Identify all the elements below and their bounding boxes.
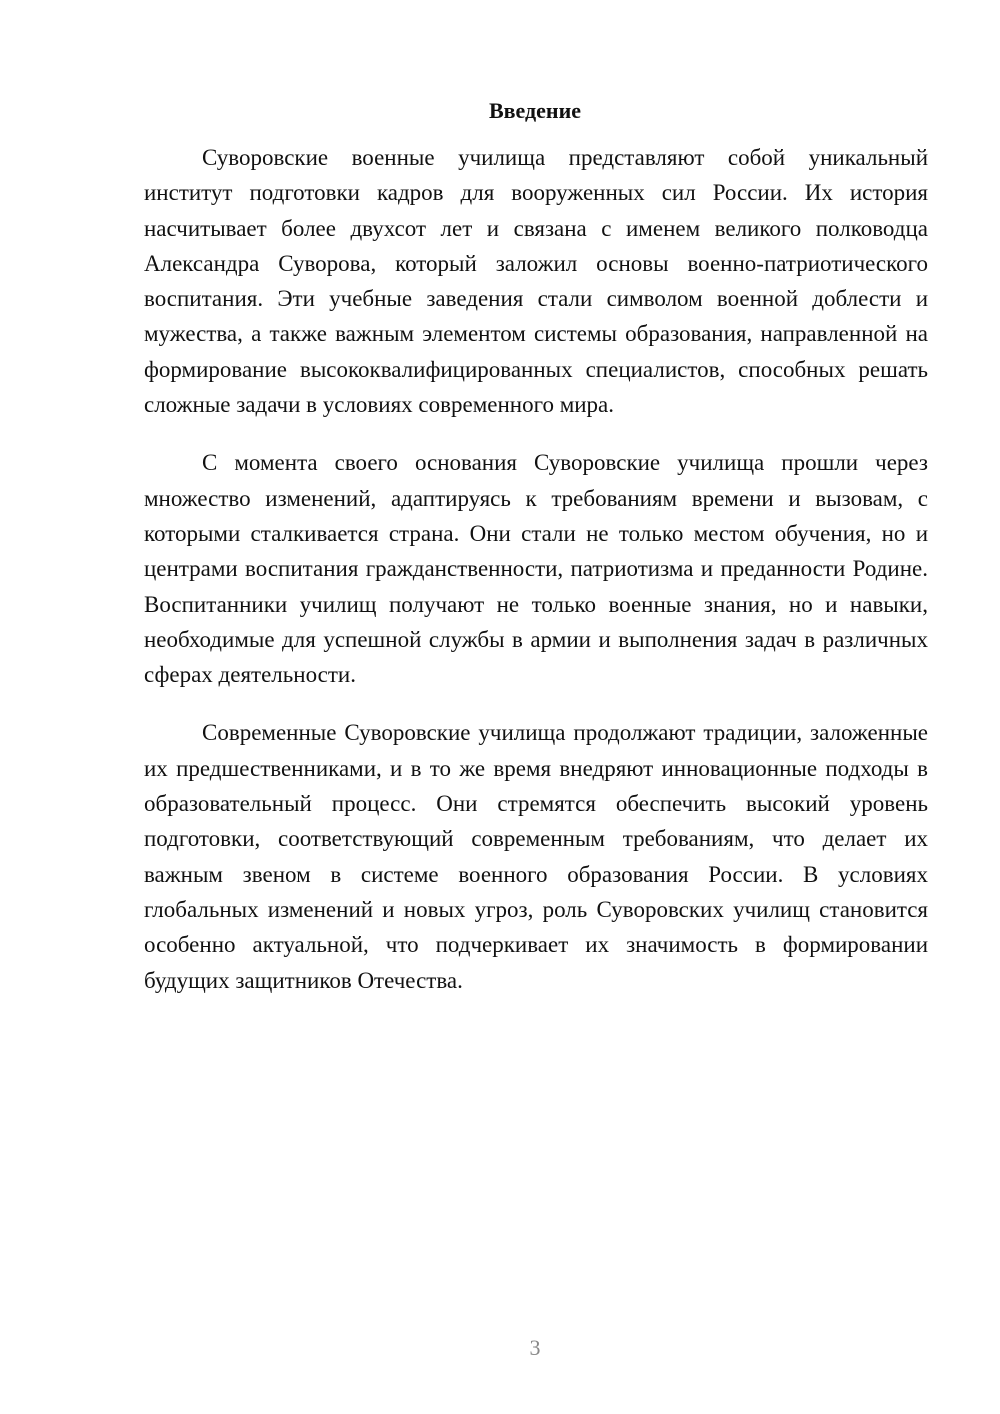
paragraph-3: Современные Суворовские училища продолжают традиции, заложенные их предшественниками, и в то же время внедряют инновационные подходы в образовательный процесс. Они стремятся обеспечить высокий уровень подготовки, соответствующий современным требованиям, что делает их важным звеном в системе военного образования России. В условиях глобальных изменений и новых угроз, роль Суворовских училищ становится особенно актуальной, что подчеркивает их значимость в формировании будущих защитников Отечества. (144, 720, 928, 993)
body-text (144, 140, 928, 1021)
page-number: 3 (529, 1335, 541, 1360)
paragraph-2: С момента своего основания Суворовские училища прошли через множество изменений, адаптируясь к требованиям времени и вызовам, с которыми сталкивается страна. Они стали не только местом обучения, но и центрами воспитания гражданственности, патриотизма и преданности Родине. Воспитанники училищ получают не только военные знания, но и навыки, необходимые для успешной службы в армии и выполнения задач в различных сферах деятельности. (144, 450, 928, 688)
section-title: Введение (488, 98, 582, 123)
paragraph-1: Суворовские военные училища представляют собой уникальный институт подготовки кадров для вооруженных сил России. Их история насчитывает более двухсот лет и связана с именем великого полководца Александра Суворова, который заложил основы военно-патриотического воспитания. Эти учебные заведения стали символом военной доблести и мужества, а также важным элементом системы образования, направленной на формирование высококвалифицированных специалистов, способных решать сложные задачи в условиях современного мира. (144, 145, 928, 418)
